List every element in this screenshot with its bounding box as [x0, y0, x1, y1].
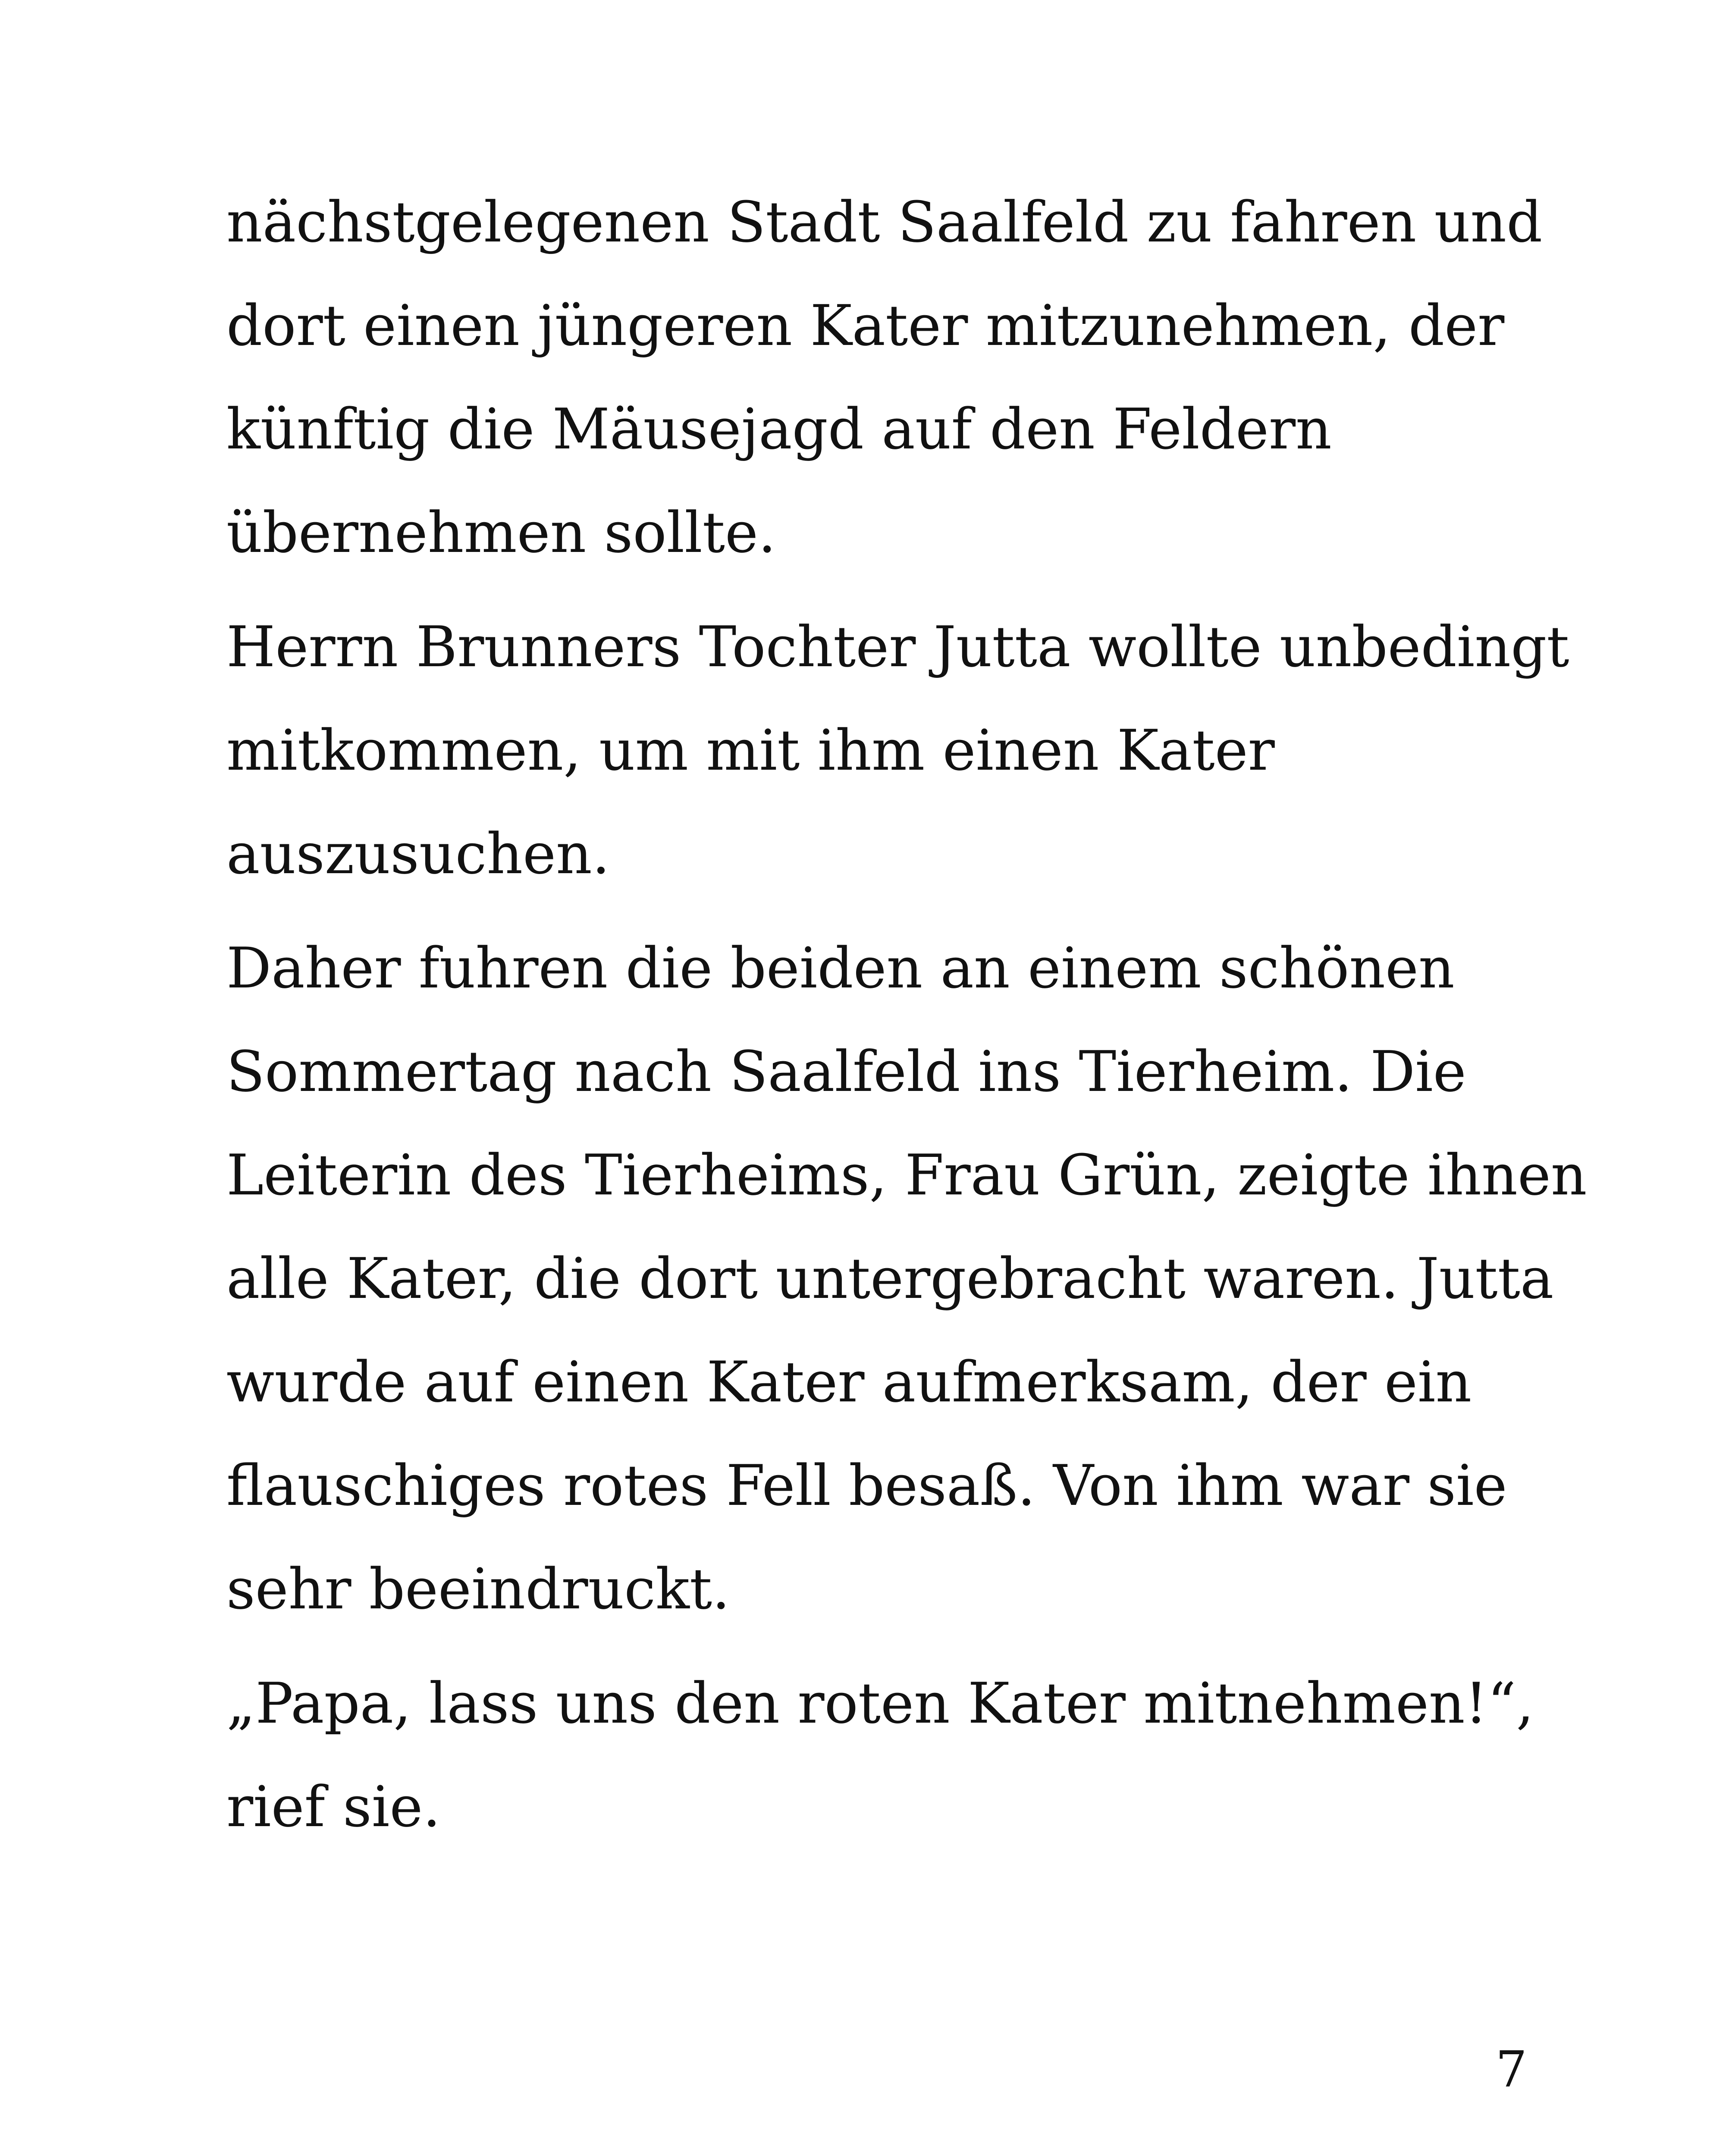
paragraph-2 — [226, 595, 1569, 906]
paragraph-4 — [226, 1651, 1563, 1858]
text-line: Sommertag nach Saalfeld ins Tierheim. Die — [226, 1039, 1466, 1104]
page-number: 7 — [1495, 2041, 1527, 2099]
paragraph-1 — [226, 170, 1563, 584]
text-line: sehr beeindruckt. — [226, 1556, 730, 1622]
text-line: künftig die Mäusejagd auf den Feldern — [226, 396, 1332, 462]
text-line: dort einen jüngeren Kater mitzunehmen, der — [226, 293, 1505, 358]
text-line: mitkommen, um mit ihm einen Kater — [226, 718, 1275, 783]
body-text — [226, 170, 1587, 1858]
paragraph-3 — [226, 916, 1587, 1641]
text-line: rief sie. — [226, 1774, 441, 1839]
text-line: Daher fuhren die beiden an einem schönen — [226, 935, 1455, 1001]
paragraph-spacer — [226, 1641, 1563, 1651]
paragraph-spacer — [226, 906, 1563, 916]
paragraph-spacer — [226, 584, 1563, 595]
text-line: alle Kater, die dort untergebracht waren. Jutta — [226, 1246, 1554, 1311]
text-line: Leiterin des Tierheims, Frau Grün, zeigte ihnen — [226, 1142, 1587, 1208]
text-line: „Papa, lass uns den roten Kater mitnehmen!“, — [226, 1670, 1534, 1736]
text-line: wurde auf einen Kater aufmerksam, der ein — [226, 1349, 1472, 1415]
text-line: nächstgelegenen Stadt Saalfeld zu fahren und — [226, 189, 1543, 255]
text-line: auszusuchen. — [226, 821, 610, 887]
text-line: Herrn Brunners Tochter Jutta wollte unbedingt — [226, 614, 1569, 680]
text-line: flauschiges rotes Fell besaß. Von ihm war sie — [226, 1453, 1507, 1518]
text-line: übernehmen sollte. — [226, 500, 776, 565]
